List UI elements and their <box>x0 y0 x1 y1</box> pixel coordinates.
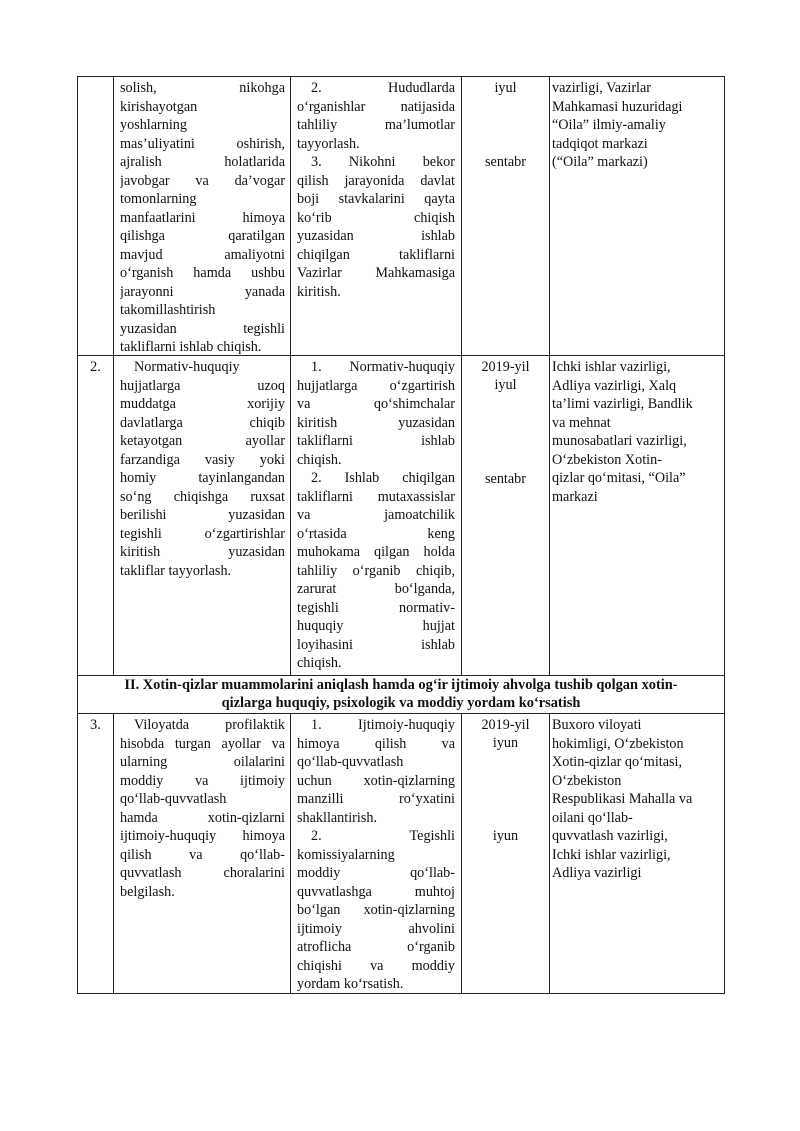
cell-text-line: mas’uliyatini oshirish, <box>120 135 285 152</box>
cell-text-line: ularning oilalarini <box>120 754 285 770</box>
row2-deadline-2: sentabr <box>485 471 526 487</box>
cell-text-line: O‘zbekiston Xotin- <box>552 451 662 468</box>
cell-text-line: chiqish. <box>297 655 342 671</box>
cell-text-line: ijtimoiy-huquqiy himoya <box>120 828 285 844</box>
col-border-4b <box>549 713 550 994</box>
cell-text-line: tadqiqot markazi <box>552 135 648 152</box>
cell-text-line: muddatga xorijiy <box>120 396 285 412</box>
cell-text-line: hokimligi, O‘zbekiston <box>552 735 684 752</box>
cell-text-line: so‘ng chiqishga ruxsat <box>120 488 285 505</box>
cell-text-line: Normativ-huquqiy <box>134 359 240 375</box>
row2-deadline-year: 2019-yil <box>481 359 530 375</box>
cell-text-line: Respublikasi Mahalla va <box>552 791 693 807</box>
cell-text-line: manfaatlarini himoya <box>120 209 285 226</box>
row3-deadline-1: iyun <box>492 735 519 751</box>
cell-text-line: tomonlarning <box>120 191 197 207</box>
row2-action-cell <box>297 358 455 673</box>
cell-text-line: zarurat bo‘lganda, <box>297 581 455 597</box>
cell-text-line: va qo‘shimchalar <box>297 396 455 412</box>
row2-deadline-1: iyul <box>494 377 517 393</box>
cell-text-line: 1. Normativ-huquqiy <box>311 359 455 375</box>
row3-number: 3. <box>90 717 101 733</box>
cell-text-line: qilish va qo‘llab- <box>120 846 285 863</box>
cell-text-line: davlatlarga chiqib <box>120 414 285 431</box>
cell-text-line: va mehnat <box>552 414 611 431</box>
cell-text-line: ijtimoiy ahvolini <box>297 920 455 937</box>
cell-text-line: tahliliy ma’lumotlar <box>297 117 455 133</box>
cell-text-line: yordam ko‘rsatish. <box>297 976 404 992</box>
section-heading-line1: II. Xotin-qizlar muammolarini aniqlash hamda og‘ir ijtimoiy ahvolga tushib qolgan xotin- <box>124 677 678 693</box>
cell-text-line: quvvatlash vazirligi, <box>552 828 668 844</box>
row3-deadline-2: iyun <box>492 828 519 844</box>
cell-text-line: chiqilgan takliflarni <box>297 246 455 263</box>
cell-text-line: Mahkamasi huzuridagi <box>552 98 683 115</box>
row1-deadline-2: sentabr <box>485 154 526 170</box>
cell-text-line: muhokama qilgan holda <box>297 544 455 560</box>
cell-text-line: himoya qilish va <box>297 735 455 752</box>
cell-text-line: ta’limi vazirligi, Bandlik <box>552 396 693 412</box>
cell-text-line: 2. Ishlab chiqilgan <box>311 470 455 486</box>
cell-text-line: chiqishi va moddiy <box>297 957 455 974</box>
cell-text-line: Vazirlar Mahkamasiga <box>297 265 455 281</box>
col-border-4a <box>549 76 550 676</box>
cell-text-line: huquqiy hujjat <box>297 618 455 634</box>
section-heading-line2: qizlarga huquqiy, psixologik va moddiy yordam ko‘rsatish <box>221 695 581 711</box>
row2-responsible-cell <box>552 358 722 506</box>
col-border-1b <box>113 713 114 994</box>
col-border-5b <box>724 713 725 994</box>
cell-text-line: tayyorlash. <box>297 135 360 152</box>
cell-text-line: takliflarni mutaxassislar <box>297 488 455 505</box>
cell-text-line: yoshlarning <box>120 117 187 133</box>
cell-text-line: o‘rganishlar natijasida <box>297 98 455 115</box>
cell-text-line: Adliya vazirligi <box>552 865 642 881</box>
col-border-2b <box>290 713 291 994</box>
cell-text-line: kiritish yuzasidan <box>120 544 285 560</box>
cell-text-line: loyihasini ishlab <box>297 636 455 653</box>
cell-text-line: moddiy qo‘llab- <box>297 865 455 881</box>
cell-text-line: “Oila” ilmiy-amaliy <box>552 117 666 133</box>
cell-text-line: boji stavkalarini qayta <box>297 191 455 207</box>
cell-text-line: yuzasidan tegishli <box>120 320 285 337</box>
cell-text-line: markazi <box>552 488 598 505</box>
row2-number: 2. <box>90 359 101 375</box>
cell-text-line: belgilash. <box>120 883 175 900</box>
cell-text-line: va jamoatchilik <box>297 507 455 523</box>
cell-text-line: kiritish. <box>297 283 341 300</box>
cell-text-line: oilani qo‘llab- <box>552 809 633 826</box>
cell-text-line: ketayotgan ayollar <box>120 433 285 449</box>
cell-text-line: o‘rganish hamda ushbu <box>120 265 285 281</box>
cell-text-line: 1. Ijtimoiy-huquqiy <box>311 717 455 733</box>
cell-text-line: jarayonni yanada <box>120 283 285 300</box>
table-top-border <box>77 76 725 77</box>
col-border-1a <box>113 76 114 676</box>
cell-text-line: 2. Hududlarda <box>311 80 455 96</box>
row1-task-cell <box>120 79 285 357</box>
row1-responsible-cell <box>552 79 722 172</box>
cell-text-line: hamda xotin-qizlarni <box>120 809 285 826</box>
cell-text-line: Adliya vazirligi, Xalq <box>552 377 677 394</box>
cell-text-line: farzandiga vasiy yoki <box>120 451 285 468</box>
cell-text-line: Buxoro viloyati <box>552 717 642 733</box>
cell-text-line: mavjud amaliyotni <box>120 246 285 263</box>
cell-text-line: solish, nikohga <box>120 80 285 96</box>
row3-action-cell <box>297 716 455 994</box>
col-border-3b <box>461 713 462 994</box>
cell-text-line: hujjatlarga uzoq <box>120 377 285 394</box>
cell-text-line: takliflarni ishlab chiqish. <box>120 339 262 355</box>
row3-responsible-cell <box>552 716 722 883</box>
row3-deadline-year: 2019-yil <box>481 717 530 733</box>
cell-text-line: quvvatlashga muhtoj <box>297 883 455 900</box>
cell-text-line: javobgar va da’vogar <box>120 172 285 189</box>
cell-text-line: qilish jarayonida davlat <box>297 172 455 189</box>
section-bottom-border <box>77 713 725 714</box>
cell-text-line: uchun xotin-qizlarning <box>297 772 455 789</box>
cell-text-line: tegishli o‘zgartirishlar <box>120 525 285 542</box>
col-border-5a <box>724 76 725 676</box>
cell-text-line: atroflicha o‘rganib <box>297 939 455 955</box>
cell-text-line: Xotin-qizlar qo‘mitasi, <box>552 754 683 770</box>
cell-text-line: ko‘rib chiqish <box>297 209 455 226</box>
cell-text-line: qo‘llab-quvvatlash <box>297 754 404 770</box>
cell-text-line: kirishayotgan <box>120 98 198 115</box>
cell-text-line: munosabatlari vazirligi, <box>552 433 687 449</box>
cell-text-line: o‘rtasida keng <box>297 525 455 542</box>
cell-text-line: 3. Nikohni bekor <box>311 154 455 170</box>
row2-task-cell <box>120 358 285 580</box>
cell-text-line: ajralish holatlarida <box>120 154 285 170</box>
cell-text-line: bo‘lgan xotin-qizlarning <box>297 902 455 918</box>
cell-text-line: qizlar qo‘mitasi, “Oila” <box>552 470 686 486</box>
cell-text-line: Ichki ishlar vazirligi, <box>552 846 671 863</box>
row1-action-cell <box>297 79 455 301</box>
cell-text-line: takomillashtirish <box>120 302 216 318</box>
cell-text-line: komissiyalarning <box>297 846 395 863</box>
cell-text-line: moddiy va ijtimoiy <box>120 772 285 789</box>
cell-text-line: vazirligi, Vazirlar <box>552 80 652 96</box>
cell-text-line: hisobda turgan ayollar va <box>120 735 285 752</box>
cell-text-line: Viloyatda profilaktik <box>134 717 285 733</box>
cell-text-line: 2. Tegishli <box>311 828 455 844</box>
cell-text-line: chiqish. <box>297 451 342 468</box>
col-border-2a <box>290 76 291 676</box>
cell-text-line: tegishli normativ- <box>297 599 455 616</box>
cell-text-line: (“Oila” markazi) <box>552 154 648 170</box>
row3-task-cell <box>120 716 285 901</box>
cell-text-line: Ichki ishlar vazirligi, <box>552 359 671 375</box>
cell-text-line: takliflar tayyorlash. <box>120 562 232 579</box>
cell-text-line: homiy tayinlangandan <box>120 470 285 486</box>
cell-text-line: yuzasidan ishlab <box>297 228 455 244</box>
cell-text-line: kiritish yuzasidan <box>297 414 455 431</box>
heading-border-right <box>724 675 725 714</box>
cell-text-line: tahliliy o‘rganib chiqib, <box>297 562 455 579</box>
cell-text-line: quvvatlash choralarini <box>120 865 285 881</box>
cell-text-line: takliflarni ishlab <box>297 433 455 449</box>
cell-text-line: qo‘llab-quvvatlash <box>120 791 227 807</box>
cell-text-line: qilishga qaratilgan <box>120 228 285 244</box>
row1-deadline-1: iyul <box>494 80 517 96</box>
cell-text-line: shakllantirish. <box>297 809 377 826</box>
col-border-0b <box>77 713 78 994</box>
cell-text-line: manzilli ro‘yxatini <box>297 791 455 807</box>
cell-text-line: O‘zbekiston <box>552 772 622 789</box>
cell-text-line: hujjatlarga o‘zgartirish <box>297 377 455 394</box>
cell-text-line: berilishi yuzasidan <box>120 507 285 523</box>
